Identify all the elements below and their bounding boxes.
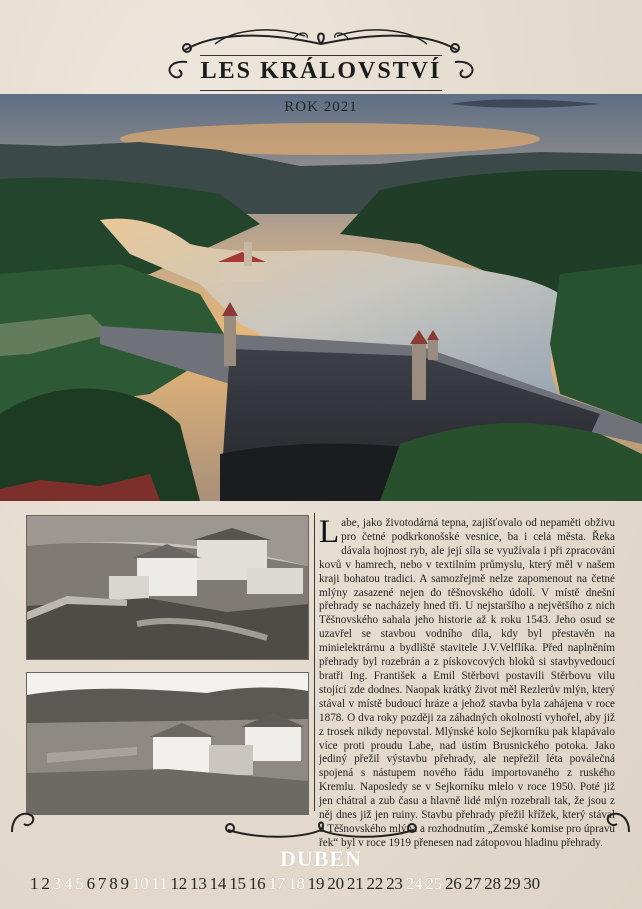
calendar-day: 12 bbox=[170, 874, 188, 893]
calendar-day: 23 bbox=[386, 874, 403, 893]
calendar-days bbox=[30, 874, 543, 894]
calendar-day: 8 bbox=[109, 874, 118, 893]
calendar-day: 3 bbox=[52, 874, 61, 893]
calendar-day: 21 bbox=[346, 874, 364, 893]
calendar-day: 7 bbox=[97, 874, 107, 893]
article-text bbox=[319, 514, 615, 849]
calendar-day: 5 bbox=[75, 874, 84, 893]
year-label: ROK 2021 bbox=[284, 99, 358, 115]
calendar-day: 30 bbox=[523, 874, 540, 893]
calendar-day: 15 bbox=[229, 874, 246, 893]
ornament-corner-right bbox=[603, 806, 633, 836]
calendar-day: 4 bbox=[63, 874, 73, 893]
hero-photo-dam bbox=[0, 94, 642, 501]
calendar-day: 16 bbox=[248, 874, 266, 893]
calendar-day: 28 bbox=[484, 874, 501, 893]
ornament-flourish-top bbox=[175, 22, 467, 58]
article-divider bbox=[314, 513, 315, 811]
page-title: LES KRÁLOVSTVÍ bbox=[200, 58, 442, 84]
ornament-corner-left bbox=[8, 806, 38, 836]
article-body: abe, jako životodárná tepna, zajišťovalo od nepaměti obživu pro četné podkrkonošské vesnice, ba i celá města. Řeka dávala hojnost ryb, ale její síla se využívala i při zpracování kovů v hamrech, nebo v textilním průmyslu, který měl v našem kraji bohatou tradici. A samozřejmě nelze zapomenout na četné mlýny zasazené nejen do těšnovského údolí. V místě dnešní přehrady se nacházely hned tři. U nejstaršího a největšího z nich Těšnovského sahala jeho historie až k roku 1543. Jeho osud se uzavřel se stavbou vodního díla, kdy byl přestavěn na minielektrárnu a bydliště stavitele J.V.Velflíka. Před naplněním přehrady byl rozebrán a z pískovcových bloků si stavbyvedoucí bratři Ing. František a Emil Stěrbovi postavili Stěrbovu vilu stojící zde dodnes. Naopak krátký život měl Rezlerův mlýn, který stával v místě budoucí hráze a jehož stavba byla zahájena v roce 1878. O dva roky později za záhadných okolností vyhořel, aby již z trosek nikdy nepovstal. Mlýnské kolo Sejkorníku pak klapávalo více proti proudu Labe, nad ústím Brusnického potoka. Jako jediný přežil výstavbu přehrady, ale nepřežil léta poválečná spojená s nástupem nového řádu importovaného z ruského Kremlu. Naposledy se v Sejkorníku mlelo v roce 1950. Poté již jen chátral a zub času a hlavně lidé mlýn rozebrali tak, že jsou z něj dnes již jen ruiny. Stavbu přehrady přežil křížek, který stával u Těšnovského mlýna a rozhodnutím „Zemské komise pro úpravu řek“ byl v roce 1919 přenesen nad zátopovou hladinu přehrady. bbox=[319, 517, 615, 849]
calendar-day: 19 bbox=[307, 874, 325, 893]
calendar-day: 20 bbox=[327, 874, 344, 893]
calendar-day: 27 bbox=[464, 874, 482, 893]
calendar-day: 29 bbox=[503, 874, 521, 893]
calendar-day: 25 bbox=[425, 874, 442, 893]
page-header bbox=[0, 0, 642, 94]
calendar-day: 6 bbox=[86, 874, 95, 893]
calendar-day: 11 bbox=[151, 874, 168, 893]
calendar-day: 10 bbox=[131, 874, 149, 893]
calendar-day: 1 bbox=[30, 874, 39, 893]
calendar-day: 14 bbox=[209, 874, 227, 893]
calendar-day: 2 bbox=[41, 874, 50, 893]
calendar-day: 13 bbox=[190, 874, 207, 893]
calendar-day: 9 bbox=[120, 874, 129, 893]
article-dropcap: L bbox=[319, 514, 340, 550]
calendar-day: 17 bbox=[268, 874, 286, 893]
ornament-flourish-bottom bbox=[222, 818, 420, 844]
historical-photo-mill-2 bbox=[26, 672, 309, 815]
month-name: DUBEN bbox=[279, 846, 362, 871]
historical-photo-mill-1 bbox=[26, 515, 309, 660]
calendar-day: 24 bbox=[405, 874, 423, 893]
calendar-day: 18 bbox=[288, 874, 305, 893]
calendar-day: 26 bbox=[444, 874, 462, 893]
calendar-day: 22 bbox=[366, 874, 384, 893]
